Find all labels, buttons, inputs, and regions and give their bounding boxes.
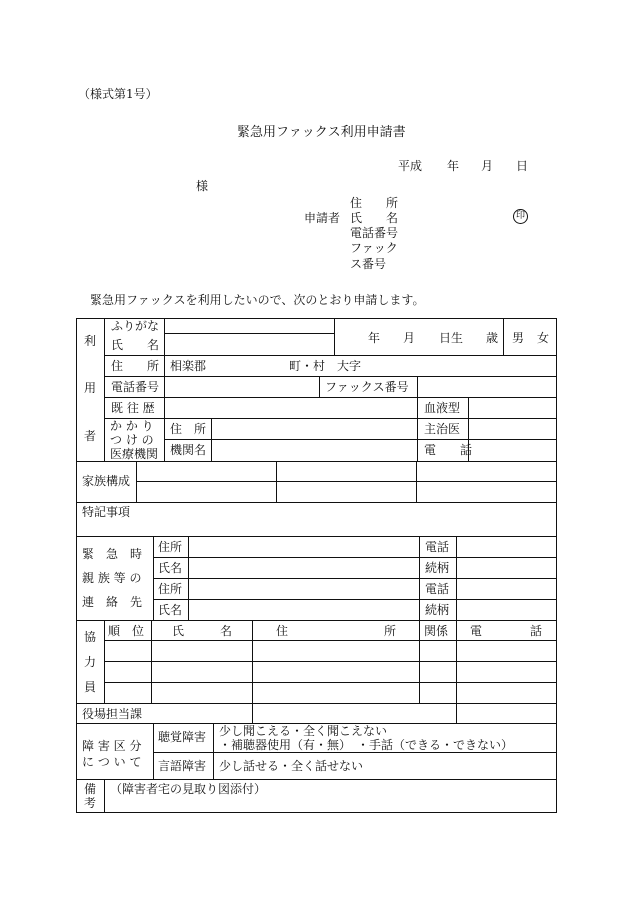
emergency-relation-2: 続柄 — [425, 603, 450, 617]
notes-label: 特記事項 — [82, 505, 131, 519]
address-prefix: 相楽郡 — [170, 359, 207, 373]
clinic-label-1: か か り — [110, 419, 154, 433]
emergency-label-2: 親 族 等 の — [82, 571, 142, 585]
blood-type-label: 血液型 — [424, 401, 461, 415]
helper-header-relation: 関係 — [424, 624, 449, 638]
clinic-label-2: つ け の — [110, 433, 154, 447]
emergency-relation-1: 続柄 — [425, 561, 450, 575]
furigana-label: ふりがな — [111, 319, 160, 333]
helper-side-3: 員 — [84, 680, 97, 694]
helper-header-address: 住 所 — [276, 624, 397, 638]
date-year: 年 — [447, 159, 460, 173]
helper-side-1: 協 — [84, 630, 97, 644]
remarks-label-1: 備 — [84, 782, 97, 796]
emergency-phone-1: 電話 — [425, 540, 450, 554]
birth-month: 月 — [403, 331, 416, 345]
history-label: 既 往 歴 — [111, 401, 155, 415]
applicant-fax-label-1: ファック — [350, 241, 398, 255]
helper-side-2: 力 — [84, 655, 97, 669]
clinic-address-label: 住 所 — [170, 422, 207, 436]
emergency-name-1: 氏名 — [158, 561, 183, 575]
speech-option-1: 少し話せる・全く話せない — [219, 759, 364, 773]
emergency-name-2: 氏名 — [158, 603, 183, 617]
user-side-3: 者 — [84, 429, 97, 443]
user-side-1: 利 — [84, 334, 97, 348]
helper-header-order: 順 位 — [108, 624, 145, 638]
addressee-suffix: 様 — [196, 179, 209, 193]
helper-header-name: 氏 名 — [172, 624, 233, 638]
clinic-phone-label: 電 話 — [424, 443, 473, 457]
age-label: 歳 — [486, 331, 499, 345]
date-month: 月 — [481, 159, 494, 173]
sex-male: 男 — [512, 331, 525, 345]
applicant-address-label: 住 所 — [350, 196, 399, 210]
applicant-name-label: 氏 名 — [350, 211, 399, 225]
applicant-phone-label: 電話番号 — [350, 226, 399, 240]
remarks-note: （障害者宅の見取り図添付） — [110, 782, 267, 796]
emergency-phone-2: 電話 — [425, 582, 450, 596]
birth-day: 日生 — [439, 331, 464, 345]
hearing-label: 聴覚障害 — [158, 730, 207, 744]
speech-label: 言語障害 — [158, 759, 207, 773]
address-town: 町・村 大字 — [289, 359, 362, 373]
user-phone-label: 電話番号 — [111, 380, 160, 394]
date-day: 日 — [516, 159, 529, 173]
disability-label-2: に つ い て — [82, 755, 142, 769]
emergency-address-1: 住所 — [158, 540, 183, 554]
applicant-label: 申請者 — [304, 211, 341, 225]
date-era: 平成 — [398, 159, 423, 173]
remarks-label-2: 考 — [84, 796, 97, 810]
applicant-fax-label-2: ス番号 — [350, 257, 387, 271]
form-number: （様式第1号） — [78, 87, 158, 101]
user-side-2: 用 — [84, 381, 97, 395]
hearing-option-1: 少し聞こえる・全く聞こえない — [219, 724, 388, 738]
emergency-label-1: 緊 急 時 — [82, 547, 143, 561]
user-address-label: 住 所 — [111, 359, 160, 373]
intro-text: 緊急用ファックスを利用したいので、次のとおり申請します。 — [90, 293, 425, 307]
emergency-label-3: 連 絡 先 — [82, 595, 143, 609]
office-label: 役場担当課 — [82, 707, 143, 721]
form-title: 緊急用ファックス利用申請書 — [237, 125, 406, 140]
user-name-label: 氏 名 — [111, 338, 160, 352]
emergency-address-2: 住所 — [158, 582, 183, 596]
clinic-label-3: 医療機関 — [110, 447, 159, 461]
doctor-label: 主治医 — [424, 422, 461, 436]
birth-year: 年 — [368, 331, 381, 345]
clinic-name-label: 機関名 — [170, 443, 207, 457]
user-fax-label: ファックス番号 — [325, 380, 409, 394]
helper-header-phone: 電 話 — [470, 624, 543, 638]
seal-mark: 印 — [513, 209, 528, 224]
disability-label-1: 障 害 区 分 — [82, 739, 142, 753]
family-label: 家族構成 — [82, 474, 131, 488]
sex-female: 女 — [537, 331, 550, 345]
hearing-option-2: ・補聴器使用（有・無） ・手話（できる・できない） — [219, 738, 514, 752]
